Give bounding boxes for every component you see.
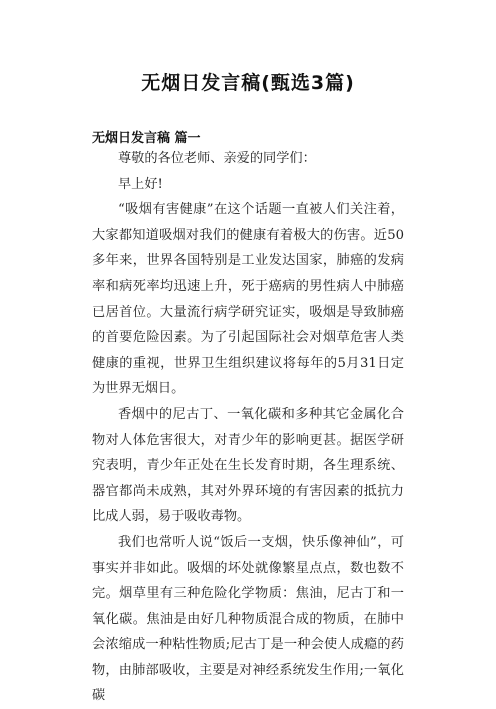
paragraph-greeting: 早上好!	[118, 176, 163, 192]
section-heading: 无烟日发言稿 篇一	[92, 131, 201, 146]
document-title: 无烟日发言稿(甄选3篇)	[141, 72, 355, 94]
paragraph-salutation: 尊敬的各位老师、亲爱的同学们：	[118, 151, 316, 166]
paragraph: “吸烟有害健康”在这个话题一直被人们关注着，大家都知道吸烟对我们的健康有着极大的伤害。近50多年来，世界各国特别是工业发达国家，肺癌的发病率和病死率均迅速上升，死于癌病的男性病人中肺癌已居首位。大量流行病学研究证实，吸烟是导致肺癌的首要危险因素。为了引起国际社会对烟草危害人类健康的重视，世界卫生组织建议将每年的5月31日定为世界无烟日。	[92, 202, 404, 397]
section-body	[92, 146, 404, 709]
paragraph: 香烟中的尼古丁、一氧化碳和多种其它金属化合物对人体危害很大，对青少年的影响更甚。据医学研究表明，青少年正处在生长发育时期，各生理系统、器官都尚未成熟，其对外界环境的有害因素的抵抗力比成人弱，易于吸收毒物。	[92, 406, 404, 525]
paragraph: 我们也常听人说“饭后一支烟，快乐像神仙”，可事实并非如此。吸烟的坏处就像繁星点点，数也数不完。烟草里有三种危险化学物质：焦油，尼古丁和一氧化碳。焦油是由好几种物质混合成的物质，在肺中会浓缩成一种粘性物质;尼古丁是一种会使人成瘾的药物，由肺部吸收，主要是对神经系统发生作用;一氧化碳	[92, 534, 404, 704]
